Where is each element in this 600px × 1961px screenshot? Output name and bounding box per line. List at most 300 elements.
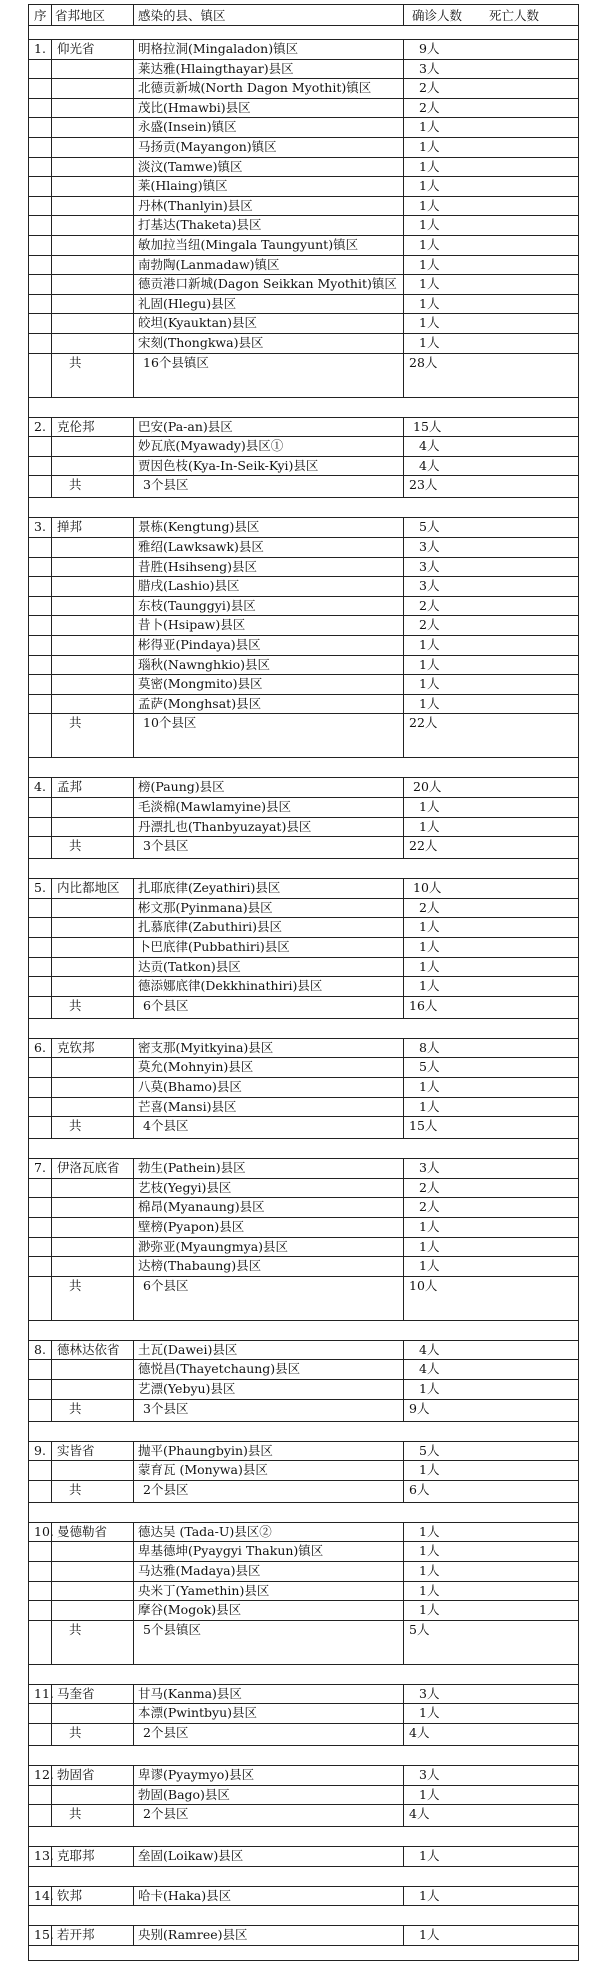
row-rule xyxy=(29,1866,578,1867)
column-rule xyxy=(133,417,134,498)
row-rule xyxy=(29,1886,578,1887)
row-district: 南勃陶(Lanmadaw)镇区 xyxy=(138,256,280,272)
column-rule xyxy=(133,1038,134,1138)
row-district: 莱达雅(Hlaingthayar)县区 xyxy=(138,60,294,76)
row-district: 腊戌(Lashio)县区 xyxy=(138,578,240,594)
total-district: 3个县区 xyxy=(143,477,189,493)
row-rule xyxy=(29,196,578,197)
column-rule xyxy=(403,1684,404,1745)
row-confirmed: 2人 xyxy=(419,617,440,633)
column-rule xyxy=(51,1340,52,1421)
row-district: 贾因色枝(Kya-In-Seik-Kyi)县区 xyxy=(138,457,319,473)
row-rule xyxy=(29,957,578,958)
column-rule xyxy=(403,1925,404,1945)
total-confirmed: 28人 xyxy=(409,354,438,370)
row-district: 景栋(Kengtung)县区 xyxy=(138,519,260,535)
header-deaths: 死亡人数 xyxy=(489,8,540,23)
column-rule xyxy=(403,1846,404,1866)
column-rule xyxy=(133,878,134,1018)
row-rule xyxy=(29,713,578,714)
row-rule xyxy=(29,1441,578,1442)
total-district: 6个县区 xyxy=(143,997,189,1013)
total-confirmed: 23人 xyxy=(409,477,438,493)
total-district: 10个县区 xyxy=(143,715,197,731)
row-rule xyxy=(29,1785,578,1786)
header-index: 序 xyxy=(34,8,47,23)
row-district: 哈卡(Haka)县区 xyxy=(138,1887,232,1903)
row-rule xyxy=(29,694,578,695)
row-district: 八莫(Bhamo)县区 xyxy=(138,1079,242,1094)
total-district: 16个县镇区 xyxy=(143,354,209,370)
column-rule xyxy=(133,1846,134,1866)
row-rule xyxy=(29,576,578,577)
row-confirmed: 2人 xyxy=(419,80,440,96)
row-rule xyxy=(29,596,578,597)
total-label: 共 xyxy=(69,1400,82,1416)
total-district: 2个县区 xyxy=(143,1481,189,1497)
row-district: 丹漂扎也(Thanbyuzayat)县区 xyxy=(138,818,312,834)
row-rule xyxy=(29,635,578,636)
row-district: 打基达(Thaketa)县区 xyxy=(138,217,262,233)
column-rule xyxy=(51,417,52,498)
row-confirmed: 1人 xyxy=(419,237,440,252)
row-confirmed: 1人 xyxy=(419,1927,440,1943)
row-district: 扎慕底律(Zabuthiri)县区 xyxy=(138,919,282,935)
row-confirmed: 1人 xyxy=(419,1219,440,1234)
column-rule xyxy=(133,517,134,757)
total-label: 共 xyxy=(69,1481,82,1497)
row-index: 4. xyxy=(34,779,46,795)
row-rule xyxy=(29,1600,578,1601)
row-confirmed: 2人 xyxy=(419,597,440,613)
row-rule xyxy=(29,517,578,518)
row-index: 15. xyxy=(34,1927,54,1943)
column-rule xyxy=(51,1158,52,1320)
row-district: 淡汶(Tamwe)镇区 xyxy=(138,158,243,174)
column-rule xyxy=(403,878,404,1018)
row-district: 央米丁(Yamethin)县区 xyxy=(138,1582,270,1598)
row-rule xyxy=(29,1925,578,1926)
row-rule xyxy=(29,1846,578,1847)
row-region: 钦邦 xyxy=(57,1887,83,1903)
row-district: 渺弥亚(Myaungmya)县区 xyxy=(138,1238,289,1254)
row-rule xyxy=(29,1945,578,1946)
total-district: 5个县镇区 xyxy=(143,1621,201,1637)
row-rule xyxy=(29,674,578,675)
row-confirmed: 1人 xyxy=(419,1543,440,1559)
row-index: 8. xyxy=(34,1341,46,1357)
row-confirmed: 4人 xyxy=(419,438,440,454)
row-district: 央别(Ramree)县区 xyxy=(138,1927,248,1943)
row-rule xyxy=(29,157,578,158)
row-region: 实皆省 xyxy=(57,1442,95,1458)
column-rule xyxy=(51,1684,52,1745)
row-confirmed: 3人 xyxy=(419,578,440,594)
column-rule xyxy=(403,1765,404,1826)
row-district: 昔卜(Hsipaw)县区 xyxy=(138,617,246,633)
row-region: 克钦邦 xyxy=(57,1039,95,1055)
row-district: 甘马(Kanma)县区 xyxy=(138,1685,242,1701)
row-confirmed: 1人 xyxy=(419,1079,440,1094)
row-rule xyxy=(29,25,578,26)
row-district: 孟萨(Monghsat)县区 xyxy=(138,695,262,711)
row-confirmed: 15人 xyxy=(413,418,442,434)
row-confirmed: 1人 xyxy=(419,276,440,292)
row-district: 丹林(Thanlyin)县区 xyxy=(138,197,253,213)
row-rule xyxy=(29,557,578,558)
total-confirmed: 22人 xyxy=(409,715,438,731)
row-district: 芒喜(Mansi)县区 xyxy=(138,1098,237,1114)
row-confirmed: 1人 xyxy=(419,295,440,311)
row-rule xyxy=(29,39,578,40)
row-confirmed: 1人 xyxy=(419,1582,440,1598)
row-rule xyxy=(29,917,578,918)
row-rule xyxy=(29,1684,578,1685)
column-rule xyxy=(133,39,134,397)
total-label: 共 xyxy=(69,1725,82,1740)
row-rule xyxy=(29,1197,578,1198)
row-confirmed: 4人 xyxy=(419,1341,440,1357)
row-confirmed: 1人 xyxy=(419,178,440,194)
row-confirmed: 1人 xyxy=(419,158,440,174)
row-rule xyxy=(29,1018,578,1019)
row-district: 彬文那(Pyinmana)县区 xyxy=(138,899,273,915)
row-confirmed: 8人 xyxy=(419,1039,440,1055)
row-index: 14. xyxy=(34,1887,54,1903)
row-confirmed: 1人 xyxy=(419,695,440,711)
row-confirmed: 3人 xyxy=(419,558,440,574)
column-rule xyxy=(51,1925,52,1945)
column-rule xyxy=(51,1441,52,1502)
total-district: 6个县区 xyxy=(143,1277,189,1293)
row-region: 孟邦 xyxy=(57,779,83,795)
row-rule xyxy=(29,137,578,138)
row-rule xyxy=(29,1745,578,1746)
row-confirmed: 1人 xyxy=(419,1602,440,1618)
row-district: 莫允(Mohnyin)县区 xyxy=(138,1059,254,1075)
row-confirmed: 1人 xyxy=(419,1238,440,1254)
row-district: 瑙秋(Nawnghkio)县区 xyxy=(138,656,271,672)
row-district: 达贡(Tatkon)县区 xyxy=(138,958,241,974)
row-district: 密支那(Myitkyina)县区 xyxy=(138,1039,274,1055)
row-district: 抛平(Phaungbyin)县区 xyxy=(138,1442,273,1458)
row-district: 毛淡棉(Mawlamyine)县区 xyxy=(138,799,292,814)
total-label: 共 xyxy=(69,997,82,1013)
row-district: 妙瓦底(Myawady)县区① xyxy=(138,438,284,454)
row-rule xyxy=(29,1097,578,1098)
row-rule xyxy=(29,475,578,476)
column-rule xyxy=(51,39,52,397)
row-rule xyxy=(29,1460,578,1461)
total-label: 共 xyxy=(69,1118,82,1134)
total-confirmed: 6人 xyxy=(409,1481,430,1497)
row-district: 德贡港口新城(Dagon Seikkan Myothit)镇区 xyxy=(138,276,397,292)
row-rule xyxy=(29,1581,578,1582)
column-rule xyxy=(403,1441,404,1502)
total-district: 4个县区 xyxy=(143,1118,189,1134)
row-rule xyxy=(29,1765,578,1766)
row-district: 茂比(Hmawbi)县区 xyxy=(138,99,251,115)
row-region: 克耶邦 xyxy=(57,1848,95,1864)
row-rule xyxy=(29,1138,578,1139)
row-district: 莱(Hlaing)镇区 xyxy=(138,178,228,194)
total-confirmed: 4人 xyxy=(409,1806,430,1822)
column-rule xyxy=(51,777,52,858)
row-rule xyxy=(29,436,578,437)
column-rule xyxy=(133,1340,134,1421)
row-district: 巴安(Pa-an)县区 xyxy=(138,418,233,434)
row-district: 永盛(Insein)镇区 xyxy=(138,119,237,135)
row-confirmed: 1人 xyxy=(419,1848,440,1864)
row-rule xyxy=(29,1826,578,1827)
row-confirmed: 1人 xyxy=(419,1705,440,1721)
row-confirmed: 3人 xyxy=(419,1767,440,1782)
header-confirmed: 确诊人数 xyxy=(412,8,463,23)
row-confirmed: 10人 xyxy=(413,880,442,896)
row-rule xyxy=(29,1038,578,1039)
row-region: 掸邦 xyxy=(57,519,83,535)
column-rule xyxy=(403,5,404,25)
total-label: 共 xyxy=(69,1621,82,1637)
row-district: 本漂(Pwintbyu)县区 xyxy=(138,1705,258,1721)
header-region: 省邦地区 xyxy=(55,8,106,23)
row-index: 3. xyxy=(34,519,46,535)
row-rule xyxy=(29,98,578,99)
column-rule xyxy=(51,1886,52,1906)
column-rule xyxy=(133,5,134,25)
column-rule xyxy=(403,1340,404,1421)
row-rule xyxy=(29,1480,578,1481)
row-district: 摩谷(Mogok)县区 xyxy=(138,1602,242,1618)
total-label: 共 xyxy=(69,1806,82,1822)
column-rule xyxy=(403,1158,404,1320)
total-label: 共 xyxy=(69,715,82,731)
row-district: 卑基德坤(Pyaygyi Thakun)镇区 xyxy=(138,1543,324,1559)
row-confirmed: 20人 xyxy=(413,779,442,795)
row-rule xyxy=(29,1421,578,1422)
column-rule xyxy=(51,1522,52,1664)
row-rule xyxy=(29,1620,578,1621)
row-rule xyxy=(29,615,578,616)
row-rule xyxy=(29,1804,578,1805)
column-rule xyxy=(133,777,134,858)
row-confirmed: 1人 xyxy=(419,1098,440,1114)
row-rule xyxy=(29,59,578,60)
row-rule xyxy=(29,1077,578,1078)
row-rule xyxy=(29,1237,578,1238)
column-rule xyxy=(403,1522,404,1664)
row-rule xyxy=(29,1320,578,1321)
row-rule xyxy=(29,215,578,216)
row-rule xyxy=(29,1561,578,1562)
column-rule xyxy=(403,1886,404,1906)
total-confirmed: 4人 xyxy=(409,1725,430,1740)
row-confirmed: 2人 xyxy=(419,99,440,115)
row-rule xyxy=(29,353,578,354)
row-rule xyxy=(29,1178,578,1179)
row-confirmed: 1人 xyxy=(419,939,440,954)
row-confirmed: 1人 xyxy=(419,656,440,672)
row-district: 勃生(Pathein)县区 xyxy=(138,1160,246,1176)
total-confirmed: 15人 xyxy=(409,1118,438,1134)
row-rule xyxy=(29,1116,578,1117)
row-confirmed: 1人 xyxy=(419,217,440,233)
row-confirmed: 4人 xyxy=(419,1361,440,1377)
row-rule xyxy=(29,417,578,418)
column-rule xyxy=(133,1441,134,1502)
row-index: 6. xyxy=(34,1039,46,1055)
column-rule xyxy=(403,1038,404,1138)
row-rule xyxy=(29,757,578,758)
column-rule xyxy=(51,878,52,1018)
row-confirmed: 1人 xyxy=(419,1523,440,1539)
row-confirmed: 1人 xyxy=(419,1258,440,1274)
row-rule xyxy=(29,497,578,498)
row-district: 勃固(Bago)县区 xyxy=(138,1786,230,1802)
row-confirmed: 1人 xyxy=(419,197,440,213)
row-confirmed: 2人 xyxy=(419,1199,440,1215)
row-district: 东枝(Taunggyi)县区 xyxy=(138,597,256,613)
row-district: 德悦昌(Thayetchaung)县区 xyxy=(138,1361,301,1377)
header-district: 感染的县、镇区 xyxy=(138,8,226,23)
total-label: 共 xyxy=(69,477,82,493)
row-district: 土瓦(Dawei)县区 xyxy=(138,1341,238,1357)
row-confirmed: 5人 xyxy=(419,519,440,535)
row-district: 敏加拉当纽(Mingala Taungyunt)镇区 xyxy=(138,237,359,252)
row-rule xyxy=(29,255,578,256)
row-confirmed: 5人 xyxy=(419,1059,440,1075)
total-confirmed: 16人 xyxy=(409,997,438,1013)
row-district: 垒固(Loikaw)县区 xyxy=(138,1848,244,1864)
row-confirmed: 1人 xyxy=(419,919,440,935)
row-district: 雅绍(Lawksawk)县区 xyxy=(138,539,264,554)
column-rule xyxy=(133,1765,134,1826)
row-rule xyxy=(29,1217,578,1218)
column-rule xyxy=(133,1925,134,1945)
row-rule xyxy=(29,537,578,538)
row-confirmed: 1人 xyxy=(419,1786,440,1802)
row-confirmed: 1人 xyxy=(419,958,440,974)
row-index: 12. xyxy=(34,1767,54,1782)
row-index: 11. xyxy=(34,1685,54,1701)
row-district: 蒙育瓦 (Monywa)县区 xyxy=(138,1462,268,1478)
row-index: 10. xyxy=(34,1523,54,1539)
row-rule xyxy=(29,176,578,177)
row-confirmed: 3人 xyxy=(419,1685,440,1701)
row-rule xyxy=(29,1502,578,1503)
row-rule xyxy=(29,996,578,997)
row-confirmed: 2人 xyxy=(419,899,440,915)
row-region: 内比都地区 xyxy=(57,880,120,896)
row-index: 13. xyxy=(34,1848,54,1864)
row-district: 宋刻(Thongkwa)县区 xyxy=(138,335,264,350)
row-confirmed: 1人 xyxy=(419,119,440,135)
row-confirmed: 1人 xyxy=(419,978,440,994)
column-rule xyxy=(403,39,404,397)
row-confirmed: 1人 xyxy=(419,335,440,350)
row-district: 彬得亚(Pindaya)县区 xyxy=(138,637,261,652)
row-rule xyxy=(29,1522,578,1523)
row-index: 2. xyxy=(34,418,46,434)
column-rule xyxy=(51,1765,52,1826)
row-confirmed: 1人 xyxy=(419,1462,440,1478)
row-confirmed: 1人 xyxy=(419,139,440,154)
row-rule xyxy=(29,655,578,656)
row-rule xyxy=(29,1723,578,1724)
row-region: 伊洛瓦底省 xyxy=(57,1160,120,1176)
row-confirmed: 2人 xyxy=(419,1179,440,1195)
row-region: 仰光省 xyxy=(57,41,95,56)
row-district: 马达雅(Madaya)县区 xyxy=(138,1563,261,1578)
row-district: 德达吴 (Tada-U)县区② xyxy=(138,1523,272,1539)
column-rule xyxy=(133,1886,134,1906)
row-confirmed: 1人 xyxy=(419,1563,440,1578)
total-confirmed: 9人 xyxy=(409,1400,430,1416)
row-district: 壁榜(Pyapon)县区 xyxy=(138,1219,245,1234)
row-rule xyxy=(29,1399,578,1400)
row-district: 德添娜底律(Dekkhinathiri)县区 xyxy=(138,978,323,994)
row-region: 勃固省 xyxy=(57,1767,95,1782)
total-label: 共 xyxy=(69,1277,82,1293)
row-district: 礼固(Hlegu)县区 xyxy=(138,295,237,311)
total-district: 3个县区 xyxy=(143,838,189,854)
row-confirmed: 1人 xyxy=(419,315,440,331)
total-district: 2个县区 xyxy=(143,1806,189,1822)
row-rule xyxy=(29,1664,578,1665)
column-rule xyxy=(403,517,404,757)
row-confirmed: 5人 xyxy=(419,1442,440,1458)
row-confirmed: 1人 xyxy=(419,637,440,652)
row-district: 艺漂(Yebyu)县区 xyxy=(138,1381,236,1396)
row-region: 曼德勒省 xyxy=(57,1523,108,1539)
row-rule xyxy=(29,1379,578,1380)
row-rule xyxy=(29,1276,578,1277)
column-rule xyxy=(403,417,404,498)
total-district: 2个县区 xyxy=(143,1725,189,1740)
row-confirmed: 1人 xyxy=(419,799,440,814)
total-confirmed: 22人 xyxy=(409,838,438,854)
row-rule xyxy=(29,1057,578,1058)
row-district: 皎坦(Kyauktan)县区 xyxy=(138,315,257,331)
row-confirmed: 1人 xyxy=(419,1381,440,1396)
total-label: 共 xyxy=(69,838,82,854)
row-district: 达榜(Thabaung)县区 xyxy=(138,1258,262,1274)
row-confirmed: 3人 xyxy=(419,1160,440,1176)
column-rule xyxy=(133,1158,134,1320)
total-district: 3个县区 xyxy=(143,1400,189,1416)
row-region: 若开邦 xyxy=(57,1927,95,1943)
row-rule xyxy=(29,1256,578,1257)
row-district: 棉昂(Myanaung)县区 xyxy=(138,1199,265,1215)
row-rule xyxy=(29,1359,578,1360)
row-district: 扎耶底律(Zeyathiri)县区 xyxy=(138,880,281,896)
row-region: 马奎省 xyxy=(57,1685,95,1701)
row-district: 卜巴底律(Pubbathiri)县区 xyxy=(138,939,290,954)
row-confirmed: 1人 xyxy=(419,256,440,272)
row-rule xyxy=(29,937,578,938)
row-confirmed: 1人 xyxy=(419,1887,440,1903)
column-rule xyxy=(133,1684,134,1745)
row-rule xyxy=(29,313,578,314)
row-district: 艺枝(Yegyi)县区 xyxy=(138,1179,232,1195)
row-index: 5. xyxy=(34,880,46,896)
row-district: 马扬贡(Mayangon)镇区 xyxy=(138,139,277,154)
row-confirmed: 4人 xyxy=(419,457,440,473)
row-confirmed: 1人 xyxy=(419,676,440,692)
row-district: 卑谬(Pyaymyo)县区 xyxy=(138,1767,255,1782)
row-rule xyxy=(29,1905,578,1906)
row-district: 北德贡新城(North Dagon Myothit)镇区 xyxy=(138,80,372,96)
